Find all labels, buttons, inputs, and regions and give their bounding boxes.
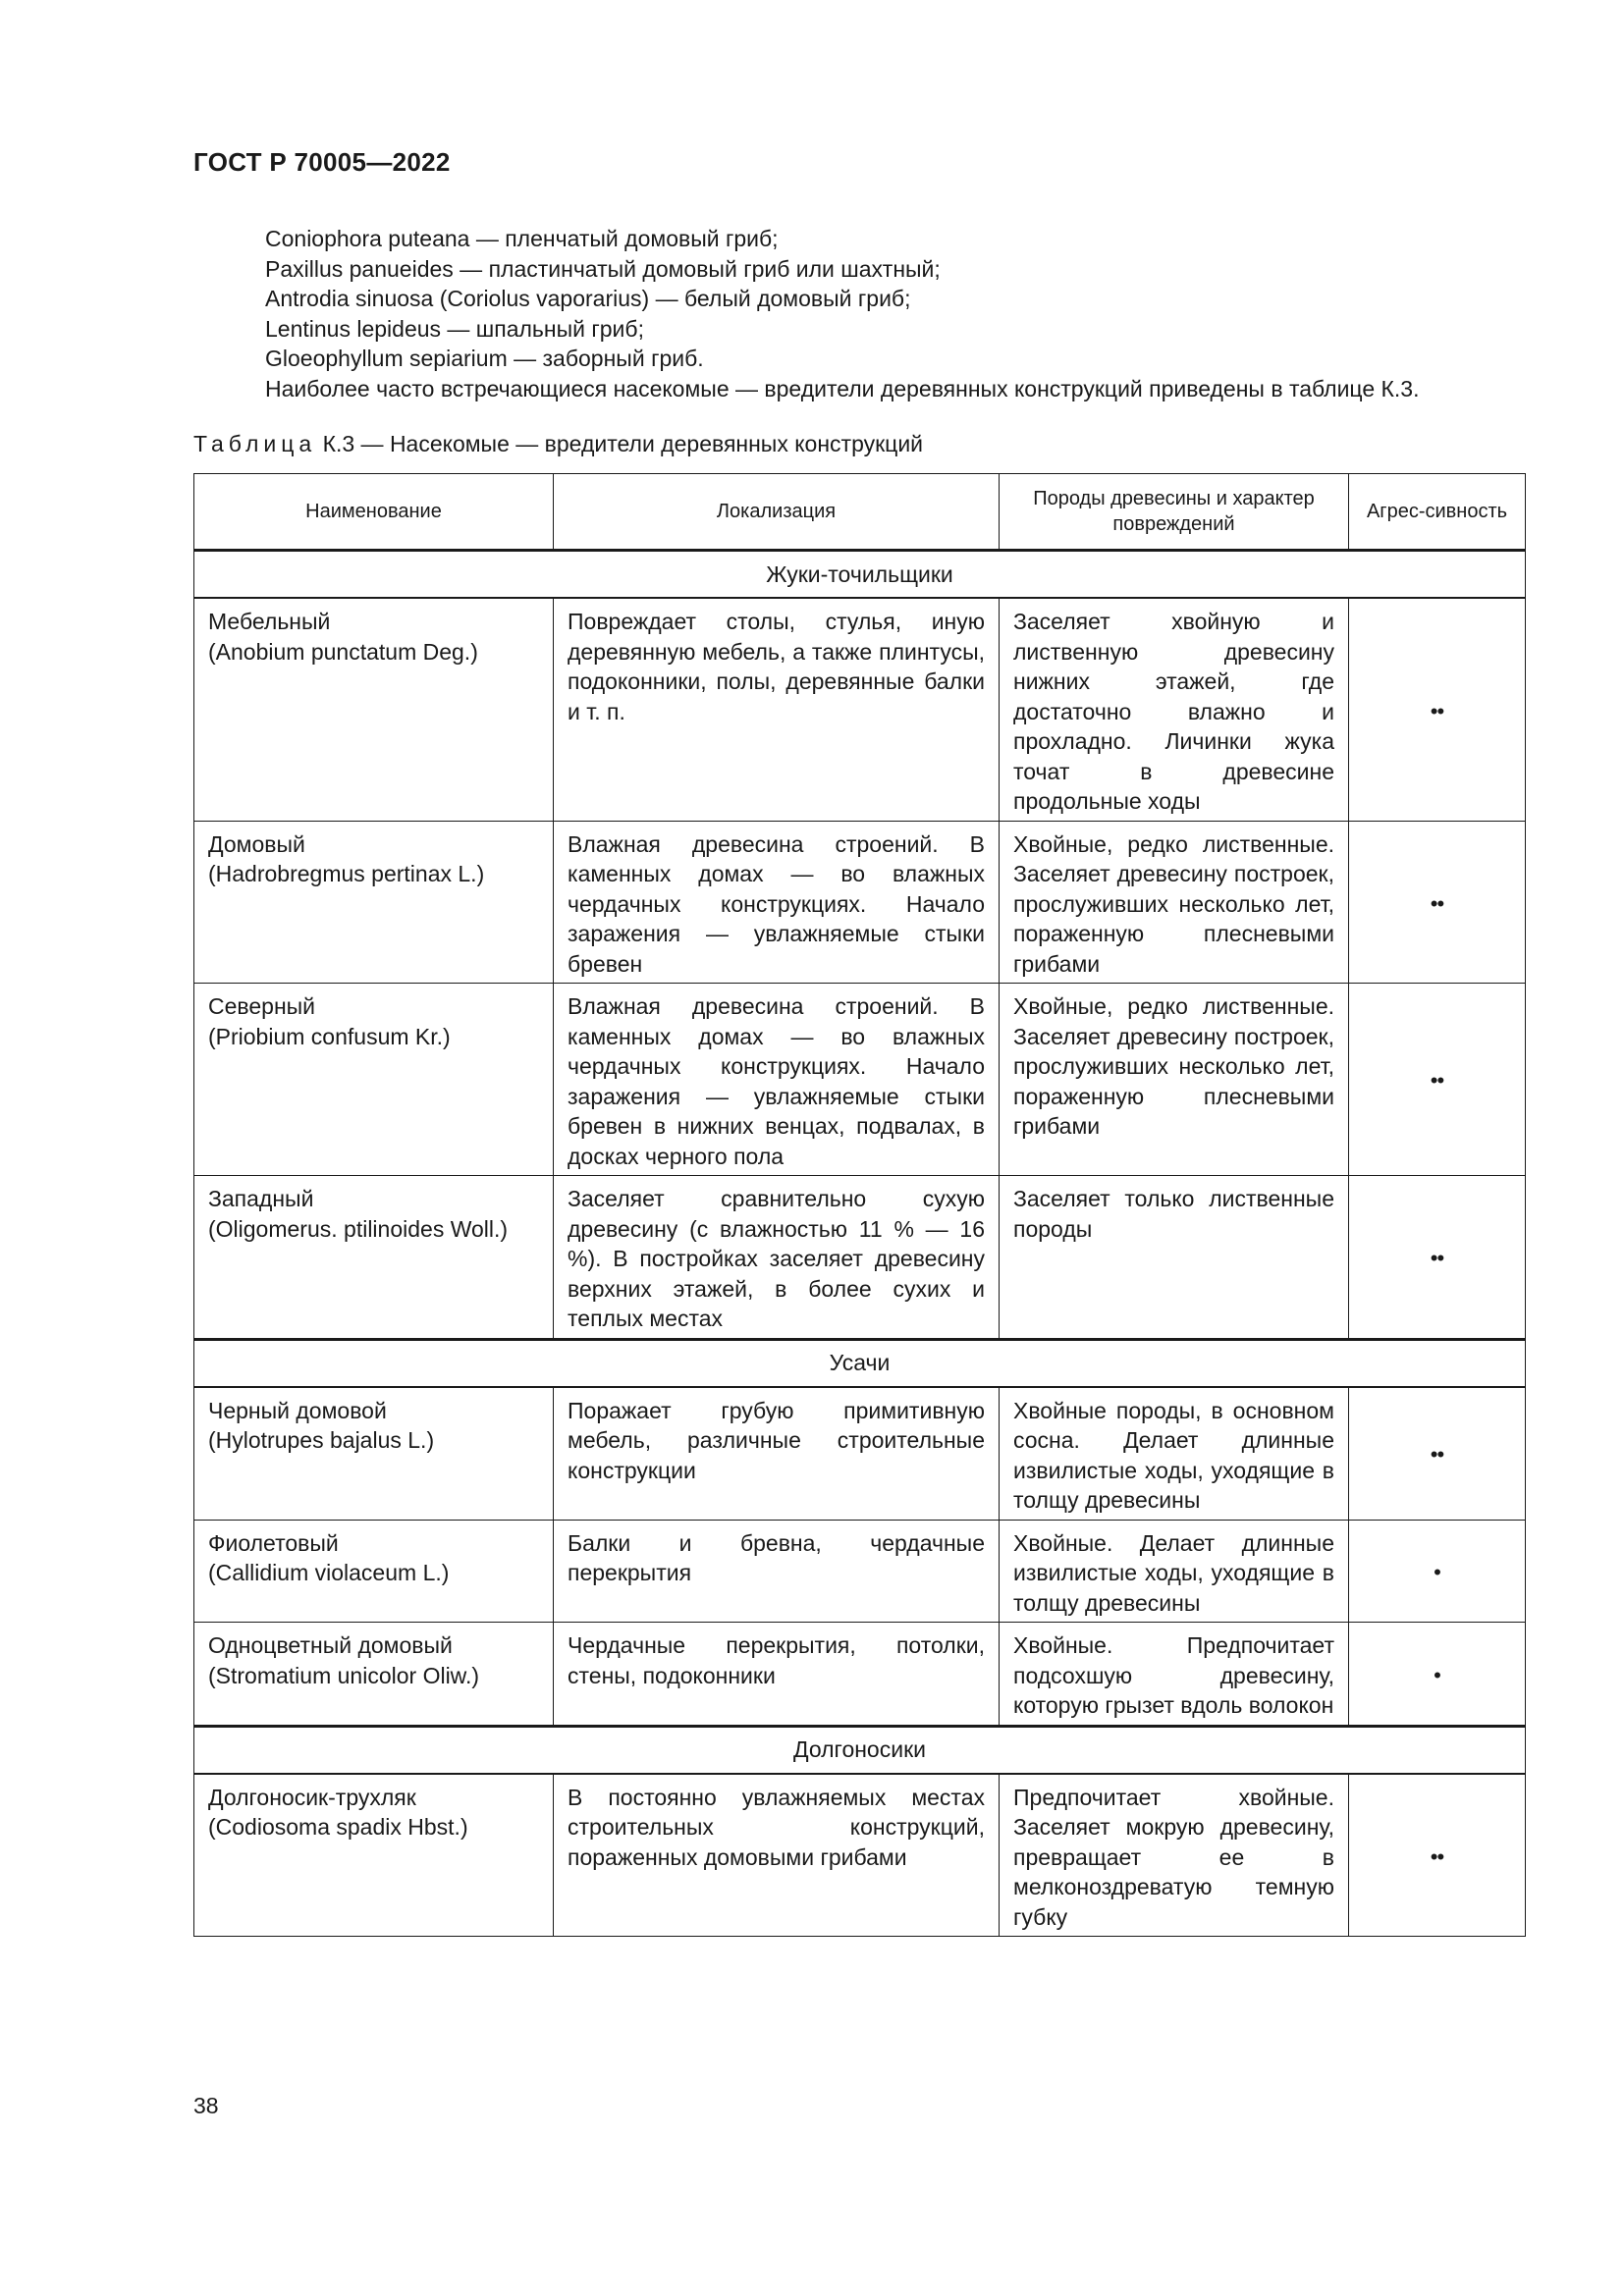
aggressiveness-cell: •• [1349,598,1526,821]
intro-line: Coniophora puteana — пленчатый домовый гриб; [265,226,779,251]
insect-latin: (Stromatium unicolor Oliw.) [208,1662,480,1688]
wood-cell: Хвойные, редко лиственные. Заселяет древесину построек, прослуживших несколько лет, пораженную плесневыми грибами [1000,821,1349,984]
page-number: 38 [193,2093,219,2118]
aggressiveness-cell: •• [1349,821,1526,984]
intro-line: Paxillus panueides — пластинчатый домовый гриб или шахтный; [265,255,941,282]
table-row [194,1774,1526,1937]
aggressiveness-cell: • [1349,1520,1526,1623]
header-aggressiveness: Агрес-сивность [1349,474,1526,551]
intro-line: Lentinus lepideus — шпальный гриб; [265,315,644,342]
table-row [194,1520,1526,1623]
location-cell: Чердачные перекрытия, потолки, стены, подоконники [554,1623,1000,1727]
table-row [194,1387,1526,1521]
intro-line: Gloeophyllum sepiarium — заборный гриб. [265,346,704,371]
insect-latin: (Hylotrupes bajalus L.) [208,1427,435,1453]
insect-name-cell [194,1623,554,1727]
insect-name-cell [194,598,554,821]
insect-name: Мебельный [208,609,331,634]
group-row [194,1726,1526,1774]
location-cell: В постоянно увлажняемых местах строительных конструкций, пораженных домовыми грибами [554,1774,1000,1937]
location-cell: Поражает грубую примитивную мебель, различные строительные конструкции [554,1387,1000,1521]
insect-name: Черный домовой [208,1397,387,1423]
aggressiveness-cell: •• [1349,1176,1526,1340]
table-caption-prefix: Таблица [193,431,317,456]
aggressiveness-cell: •• [1349,1387,1526,1521]
insect-latin: (Anobium punctatum Deg.) [208,638,478,665]
table-caption-text: К.3 — Насекомые — вредители деревянных конструкций [322,431,924,456]
insect-name: Западный [208,1186,314,1211]
insect-latin: (Oligomerus. ptilinoides Woll.) [208,1215,509,1242]
insect-latin: (Codiosoma spadix Hbst.) [208,1814,468,1840]
header-wood: Породы древесины и характер повреждений [1000,474,1349,551]
wood-cell: Хвойные. Предпочитает подсохшую древесину, которую грызет вдоль волокон [1000,1623,1349,1727]
intro-line: Antrodia sinuosa (Coriolus vaporarius) — белый домовый гриб; [265,286,911,311]
insect-name: Домовый [208,830,305,857]
location-cell: Балки и бревна, чердачные перекрытия [554,1520,1000,1623]
wood-cell: Заселяет хвойную и лиственную древесину нижних этажей, где достаточно влажно и прохладно. Личинки жука точат в древесине продольные ходы [1000,598,1349,821]
table-row [194,984,1526,1176]
insects-table [193,473,1526,1937]
intro-line: Наиболее часто встречающиеся насекомые — вредители деревянных конструкций приведены в таблице К.3. [265,375,1420,401]
group-row [194,1339,1526,1387]
header-name: Наименование [194,474,554,551]
insect-name-cell [194,821,554,984]
header-location: Локализация [554,474,1000,551]
insect-name: Долгоносик-трухляк [208,1784,416,1810]
location-cell: Повреждает столы, стулья, иную деревянную мебель, а также плинтусы, подоконники, полы, деревянные балки и т. п. [554,598,1000,821]
aggressiveness-cell: •• [1349,1774,1526,1937]
aggressiveness-cell: •• [1349,984,1526,1176]
insect-name-cell [194,1774,554,1937]
location-cell: Влажная древесина строений. В каменных домах — во влажных чердачных конструкциях. Начало заражения — увлажняемые стыки бревен в нижних венцах, подвалах, в досках черного пола [554,984,1000,1176]
insect-name: Северный [208,993,316,1019]
aggressiveness-cell: • [1349,1623,1526,1727]
wood-cell: Хвойные, редко лиственные. Заселяет древесину построек, прослуживших несколько лет, пораженную плесневыми грибами [1000,984,1349,1176]
group-row [194,551,1526,599]
insect-name-cell [194,984,554,1176]
location-cell: Заселяет сравнительно сухую древесину (с влажностью 11 % — 16 %). В постройках заселяет древесину верхних этажей, в более сухих и теплых местах [554,1176,1000,1340]
insect-latin: (Hadrobregmus pertinax L.) [208,861,485,886]
location-cell: Влажная древесина строений. В каменных домах — во влажных чердачных конструкциях. Начало заражения — увлажняемые стыки бревен [554,821,1000,984]
wood-cell: Предпочитает хвойные. Заселяет мокрую древесину, превращает ее в мелконоздреватую темную губку [1000,1774,1349,1937]
insect-name: Фиолетовый [208,1529,339,1556]
insect-name-cell [194,1387,554,1521]
insect-name-cell [194,1176,554,1340]
insect-name: Одноцветный домовый [208,1632,453,1658]
insect-latin: (Callidium violaceum L.) [208,1560,450,1585]
wood-cell: Хвойные породы, в основном сосна. Делает длинные извилистые ходы, уходящие в толщу древесины [1000,1387,1349,1521]
intro-list [265,224,1419,403]
group-title: Усачи [194,1339,1526,1387]
table-row [194,1176,1526,1340]
table-row [194,821,1526,984]
table-header-row [194,474,1526,551]
insect-name-cell [194,1520,554,1623]
table-row [194,598,1526,821]
insect-latin: (Priobium confusum Kr.) [208,1023,451,1049]
wood-cell: Хвойные. Делает длинные извилистые ходы, уходящие в толщу древесины [1000,1520,1349,1623]
group-title: Долгоносики [194,1726,1526,1774]
wood-cell: Заселяет только лиственные породы [1000,1176,1349,1340]
group-title: Жуки-точильщики [194,551,1526,599]
document-code-header: ГОСТ Р 70005—2022 [193,147,451,177]
table-row [194,1623,1526,1727]
table-caption [193,431,923,457]
